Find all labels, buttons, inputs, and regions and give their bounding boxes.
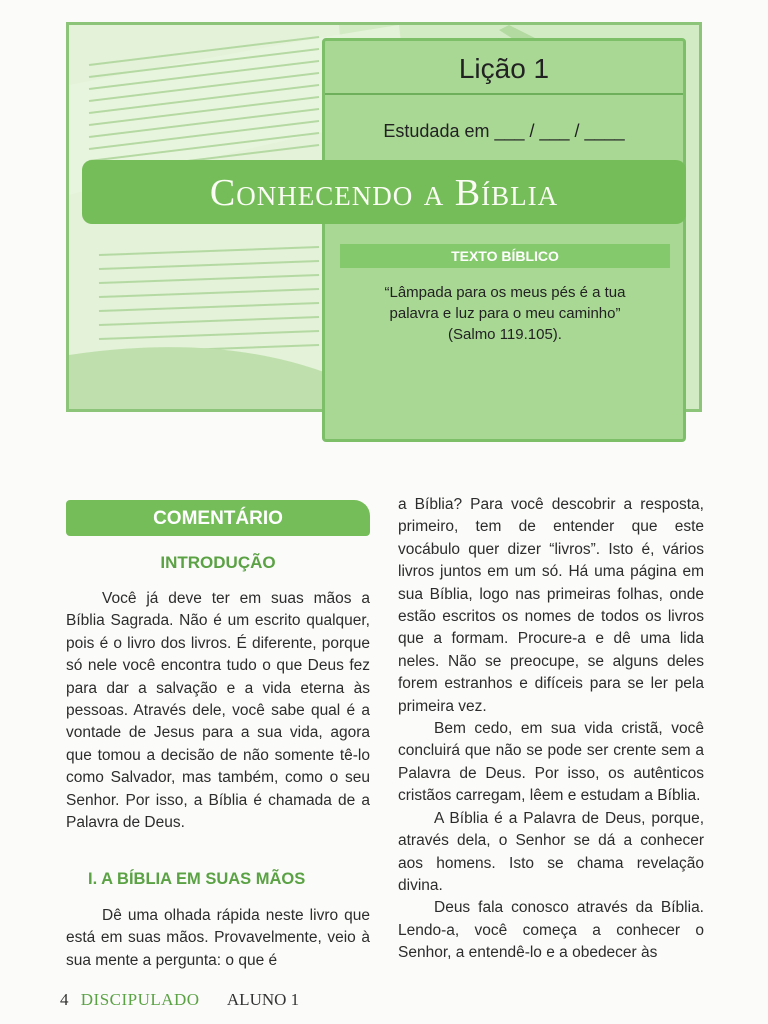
section1-paragraph: Dê uma olhada rápida neste livro que está em suas mãos. Provavelmente, veio à sua mente a pergunta: o que é	[66, 907, 370, 969]
intro-paragraph: Você já deve ter em suas mãos a Bíblia Sagrada. Não é um escrito qualquer, pois é o livro dos livros. É diferente, porque só nele você encontra tudo o que Deus fez para dar a salvação e a vida eterna às pessoas. Através dele, você sabe qual é a vontade de Jesus para a sua vida, agora que tomou a decisão de não somente tê-lo como Salvador, mas também, como o seu Senhor. Por isso, a Bíblia é chamada de a Palavra de Deus.	[66, 590, 370, 832]
texto-biblico-label: TEXTO BÍBLICO	[340, 244, 670, 268]
right-paragraph-4: Deus fala conosco através da Bíblia. Lendo-a, você começa a conhecer o Senhor, a entendê-lo e a obedecer às	[398, 899, 704, 962]
page-number: 4	[60, 990, 69, 1009]
footer-level: ALUNO 1	[226, 990, 300, 1009]
intro-text	[66, 588, 370, 834]
section1-heading: I. A BÍBLIA EM SUAS MÃOS	[88, 870, 306, 888]
section1-text	[66, 905, 370, 972]
right-paragraph-3: A Bíblia é a Palavra de Deus, porque, através dela, o Senhor se dá a conhecer aos homens. Isto se chama revelação divina.	[398, 809, 704, 894]
verse-reference: (Salmo 119.105).	[448, 326, 562, 343]
right-column-text	[398, 494, 704, 965]
studied-date-field: Estudada em ___ / ___ / ____	[383, 121, 625, 141]
lesson-card	[322, 38, 686, 442]
intro-heading: INTRODUÇÃO	[160, 553, 276, 572]
right-continuation: a Bíblia? Para você descobrir a resposta, primeiro, tem de entender que este vocábulo quer dizer “livros”. Isto é, vários livros juntos em um só. Há uma página em sua Bíblia, logo nas primeiras folhas, onde estão escritos os nomes de todos os livros que a formam. Procure-a e dê uma lida neles. Não se preocupe, se alguns deles forem estranhos e difíceis para se ler pela primeira vez.	[398, 496, 704, 715]
bible-verse	[340, 282, 670, 345]
comentario-bar: COMENTÁRIO	[66, 500, 370, 536]
lesson-banner-title: Conhecendo a Bíblia	[82, 160, 686, 224]
page-footer	[60, 990, 299, 1010]
verse-line-1: “Lâmpada para os meus pés é a tua	[384, 284, 626, 301]
lesson-title: Lição 1	[325, 41, 683, 95]
verse-line-2: palavra e luz para o meu caminho”	[389, 305, 621, 322]
right-paragraph-2: Bem cedo, em sua vida cristã, você concluirá que não se pode ser crente sem a Palavra de Deus. Por isso, os autênticos cristãos carregam, lêem e estudam a Bíblia.	[398, 720, 704, 805]
footer-series: DISCIPULADO	[80, 990, 200, 1009]
